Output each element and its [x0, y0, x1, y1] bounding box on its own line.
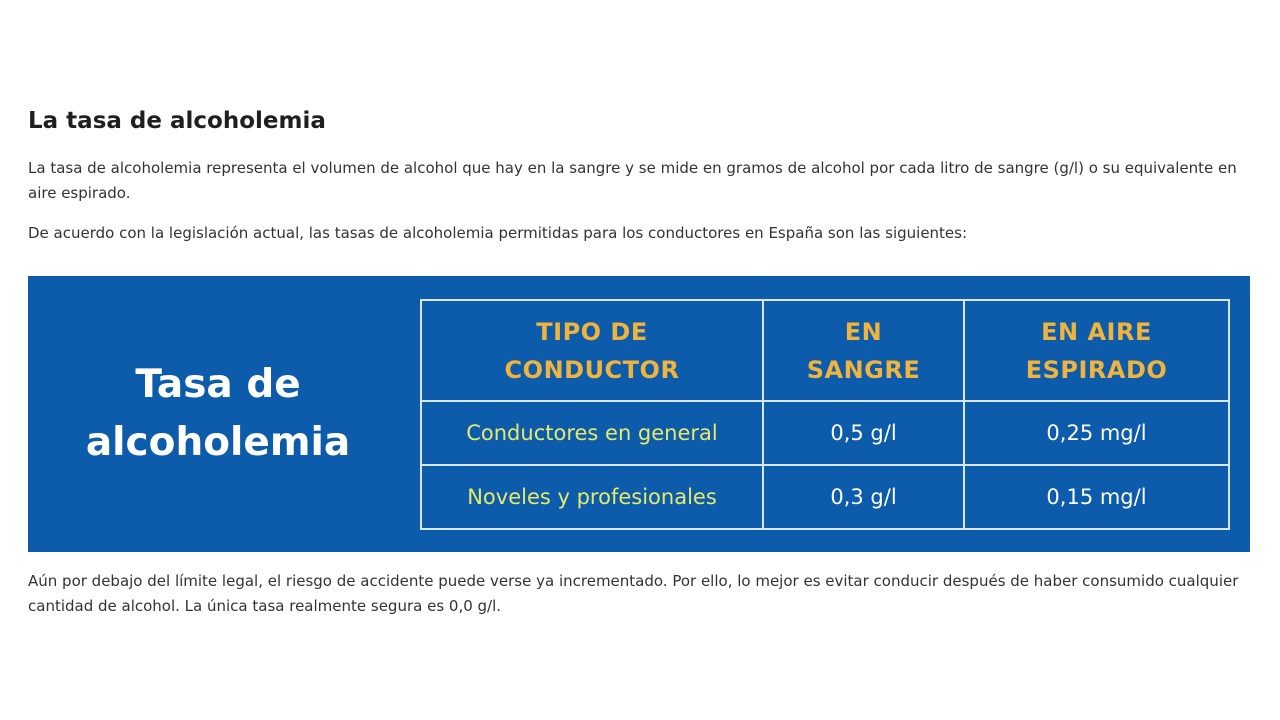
rates-table — [420, 299, 1230, 530]
blood-rate-cell: 0,3 g/l — [763, 465, 964, 529]
header-air — [964, 300, 1229, 401]
header-air-line-2: ESPIRADO — [1025, 355, 1168, 384]
header-air-line-1: EN AIRE — [1041, 317, 1152, 346]
header-blood — [763, 300, 964, 401]
header-driver-type-line-1: TIPO DE — [536, 317, 648, 346]
header-driver-type-line-2: CONDUCTOR — [504, 355, 680, 384]
header-blood-line-2: SANGRE — [806, 355, 921, 384]
infographic-title-line-2: alcoholemia — [85, 420, 351, 465]
rates-table-header-row — [421, 300, 1229, 401]
table-row — [421, 401, 1229, 465]
alcohol-rate-infographic — [28, 276, 1250, 552]
closing-paragraph: Aún por debajo del límite legal, el riesgo de accidente puede verse ya incrementado. Por ello, lo mejor es evitar conducir después de haber consumido cualquier cantidad de alcohol. La única tasa realmente segura es 0,0 g/l. — [28, 572, 1239, 615]
header-driver-type — [421, 300, 763, 401]
header-blood-line-1: EN — [844, 317, 883, 346]
intro-paragraph: La tasa de alcoholemia representa el volumen de alcohol que hay en la sangre y se mide en gramos de alcohol por cada litro de sangre (g/l) o su equivalente en aire espirado. — [28, 159, 1237, 202]
legal-note-paragraph: De acuerdo con la legislación actual, las tasas de alcoholemia permitidas para los conductores en España son las siguientes: — [28, 224, 968, 242]
infographic-title — [48, 356, 388, 472]
infographic-title-line-1: Tasa de — [135, 362, 301, 407]
blood-rate-cell: 0,5 g/l — [763, 401, 964, 465]
driver-type-cell: Conductores en general — [421, 401, 763, 465]
table-row — [421, 465, 1229, 529]
driver-type-cell: Noveles y profesionales — [421, 465, 763, 529]
air-rate-cell: 0,25 mg/l — [964, 401, 1229, 465]
article-heading: La tasa de alcoholemia — [28, 108, 326, 134]
air-rate-cell: 0,15 mg/l — [964, 465, 1229, 529]
